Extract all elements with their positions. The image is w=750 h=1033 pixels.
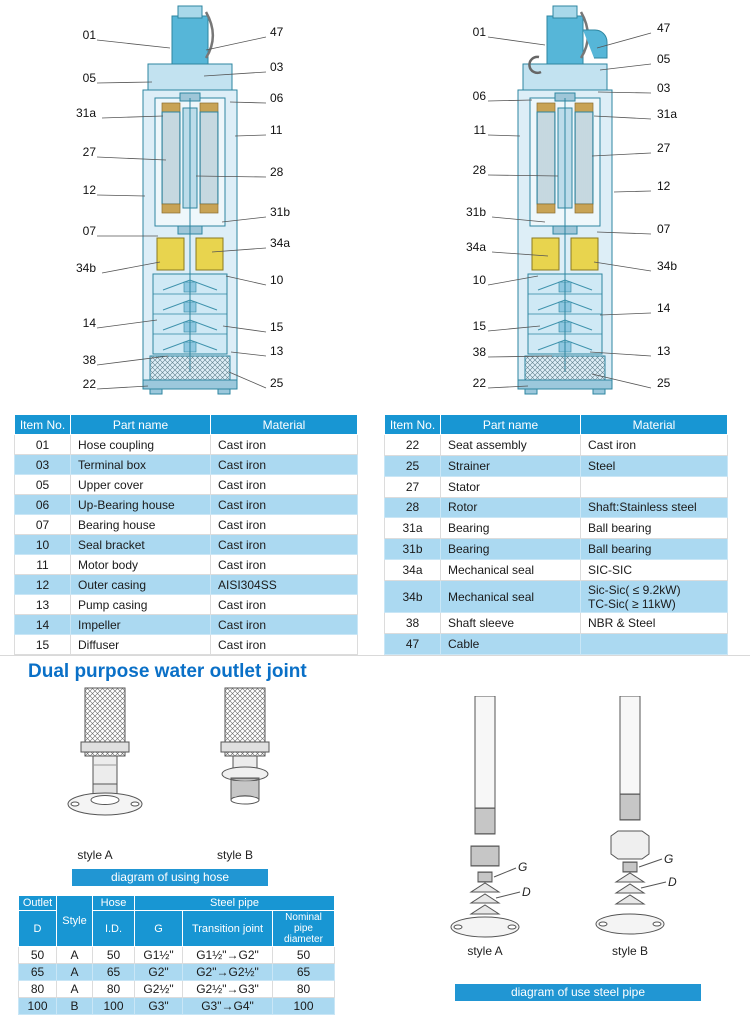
table-row: [19, 981, 335, 998]
cell-transition: G2½"→G3": [183, 981, 273, 998]
cell-item-no: 06: [15, 495, 71, 515]
cell-style: A: [57, 947, 93, 964]
steel-caption-bar: diagram of use steel pipe: [455, 984, 701, 1001]
callout-label: 25: [270, 376, 284, 390]
d-dimension-label: D: [522, 885, 531, 899]
pump-cross-section-drawing: [0, 0, 750, 408]
header-hose: Hose: [93, 896, 135, 911]
table-row: [19, 947, 335, 964]
cell-id: 50: [93, 947, 135, 964]
table-row: [15, 555, 358, 575]
cell-material: SIC-SIC: [581, 560, 728, 581]
header-nominal-pipe-diameter: Nominal pipe diameter: [273, 911, 335, 947]
cell-transition: G1½"→G2": [183, 947, 273, 964]
cell-part-name: Cable: [441, 634, 581, 655]
cell-part-name: Impeller: [71, 615, 211, 635]
cell-part-name: Upper cover: [71, 475, 211, 495]
callout-label: 01: [472, 25, 486, 39]
callout-label: 28: [472, 163, 486, 177]
cell-material: NBR & Steel: [581, 613, 728, 634]
callout-label: 07: [82, 224, 96, 238]
steel-pipe-joint-diagrams: [430, 696, 740, 946]
cell-nominal: 80: [273, 981, 335, 998]
table-row: [15, 495, 358, 515]
cell-material: Ball bearing: [581, 518, 728, 539]
table-row: [19, 964, 335, 981]
cell-item-no: 01: [15, 435, 71, 455]
cell-id: 100: [93, 998, 135, 1015]
header-g: G: [135, 911, 183, 947]
table-row: [15, 455, 358, 475]
column-header-item-no: Item No.: [15, 415, 71, 435]
cell-part-name: Mechanical seal: [441, 580, 581, 612]
cell-style: B: [57, 998, 93, 1015]
cell-g: G2": [135, 964, 183, 981]
table-row: [15, 435, 358, 455]
cell-item-no: 07: [15, 515, 71, 535]
style-a-label: style A: [77, 848, 113, 862]
table-row: [385, 560, 728, 581]
cell-item-no: 34b: [385, 580, 441, 612]
cell-material: Cast iron: [211, 435, 358, 455]
callout-label: 12: [657, 179, 671, 193]
table-header-row: [15, 415, 358, 435]
cell-part-name: Strainer: [441, 455, 581, 476]
cell-material: Cast iron: [581, 435, 728, 456]
table-row: [385, 476, 728, 497]
pump-diagrams-section: [0, 0, 750, 408]
callout-label: 07: [657, 222, 671, 236]
style-b-label: style B: [611, 944, 648, 958]
cell-part-name: Outer casing: [71, 575, 211, 595]
cell-style: A: [57, 964, 93, 981]
header-id: I.D.: [93, 911, 135, 947]
callout-label: 38: [82, 353, 96, 367]
callout-label: 34b: [657, 259, 678, 273]
cell-nominal: 100: [273, 998, 335, 1015]
cell-part-name: Terminal box: [71, 455, 211, 475]
g-dimension-label: G: [518, 860, 528, 874]
cell-item-no: 14: [15, 615, 71, 635]
header-outlet: Outlet: [19, 896, 57, 911]
cell-d: 50: [19, 947, 57, 964]
callout-label: 31a: [75, 106, 96, 120]
column-header-part-name: Part name: [71, 415, 211, 435]
cell-item-no: 31a: [385, 518, 441, 539]
header-d: D: [19, 911, 57, 947]
cell-g: G1½": [135, 947, 183, 964]
cell-id: 65: [93, 964, 135, 981]
callout-label: 11: [473, 123, 486, 137]
callout-label: 34b: [75, 261, 96, 275]
column-header-item-no: Item No.: [385, 415, 441, 435]
cell-part-name: Bearing: [441, 518, 581, 539]
callout-label: 03: [270, 60, 284, 74]
callout-label: 14: [657, 301, 671, 315]
table-row: [15, 635, 358, 655]
callout-label: 31a: [657, 107, 678, 121]
parts-table-left: [14, 414, 358, 655]
callout-label: 47: [270, 25, 284, 39]
parts-tables-section: [0, 408, 750, 655]
callout-label: 01: [82, 28, 96, 42]
cell-material: Ball bearing: [581, 539, 728, 560]
table-row: [15, 615, 358, 635]
column-header-material: Material: [581, 415, 728, 435]
cell-part-name: Seat assembly: [441, 435, 581, 456]
table-row: [385, 634, 728, 655]
cell-item-no: 10: [15, 535, 71, 555]
table-row: [385, 580, 728, 612]
cell-nominal: 50: [273, 947, 335, 964]
callout-label: 06: [472, 89, 486, 103]
cell-material: [581, 634, 728, 655]
material-line-1: Sic-Sic( ≤ 9.2kW): [588, 582, 681, 597]
table-row: [385, 613, 728, 634]
table-row: [385, 539, 728, 560]
callout-label: 28: [270, 165, 284, 179]
table-header-row: [19, 896, 335, 911]
cell-item-no: 38: [385, 613, 441, 634]
header-style: Style: [57, 896, 93, 947]
cell-nominal: 65: [273, 964, 335, 981]
outlet-spec-table: [18, 895, 335, 1015]
cell-item-no: 34a: [385, 560, 441, 581]
table-row: [15, 575, 358, 595]
table-row: [385, 435, 728, 456]
cell-style: A: [57, 981, 93, 998]
cell-part-name: Mechanical seal: [441, 560, 581, 581]
cell-item-no: 28: [385, 497, 441, 518]
callout-label: 34a: [270, 236, 291, 250]
cell-d: 80: [19, 981, 57, 998]
parts-table-right: [384, 414, 728, 655]
cell-item-no: 25: [385, 455, 441, 476]
column-header-material: Material: [211, 415, 358, 435]
callout-label: 10: [472, 273, 486, 287]
cell-material: Cast iron: [211, 555, 358, 575]
cell-material: Cast iron: [211, 495, 358, 515]
table-row: [15, 535, 358, 555]
callout-label: 38: [472, 345, 486, 359]
cell-item-no: 13: [15, 595, 71, 615]
cell-item-no: 15: [15, 635, 71, 655]
style-b-label: style B: [216, 848, 253, 862]
column-header-part-name: Part name: [441, 415, 581, 435]
header-transition-joint: Transition joint: [183, 911, 273, 947]
cell-part-name: Pump casing: [71, 595, 211, 615]
callout-label: 27: [82, 145, 96, 159]
callout-label: 25: [657, 376, 671, 390]
outlet-joint-section: [0, 655, 750, 1024]
cell-material: Cast iron: [211, 515, 358, 535]
callout-label: 27: [657, 141, 671, 155]
cell-part-name: Motor body: [71, 555, 211, 575]
cell-item-no: 11: [15, 555, 71, 575]
callout-label: 15: [270, 320, 284, 334]
table-row: [385, 497, 728, 518]
g-dimension-label: G: [664, 852, 674, 866]
hose-caption-bar: diagram of using hose: [72, 869, 268, 886]
cell-material: Cast iron: [211, 535, 358, 555]
table-row: [15, 595, 358, 615]
cell-part-name: Hose coupling: [71, 435, 211, 455]
cell-part-name: Seal bracket: [71, 535, 211, 555]
cell-part-name: Rotor: [441, 497, 581, 518]
callout-label: 22: [472, 376, 486, 390]
cell-transition: G3"→G4": [183, 998, 273, 1015]
cell-g: G3": [135, 998, 183, 1015]
callout-label: 13: [657, 344, 671, 358]
cell-part-name: Shaft sleeve: [441, 613, 581, 634]
cell-material: [581, 476, 728, 497]
cell-item-no: 05: [15, 475, 71, 495]
table-row: [385, 518, 728, 539]
style-a-label: style A: [467, 944, 503, 958]
callout-label: 34a: [465, 240, 486, 254]
header-steel-pipe: Steel pipe: [135, 896, 335, 911]
cell-part-name: Stator: [441, 476, 581, 497]
cell-material: Cast iron: [211, 475, 358, 495]
cell-transition: G2"→G2½": [183, 964, 273, 981]
cell-item-no: 47: [385, 634, 441, 655]
cell-item-no: 22: [385, 435, 441, 456]
d-dimension-label: D: [668, 875, 677, 889]
cell-material: AISI304SS: [211, 575, 358, 595]
cell-part-name: Bearing house: [71, 515, 211, 535]
cell-d: 100: [19, 998, 57, 1015]
cell-part-name: Bearing: [441, 539, 581, 560]
table-row: [15, 515, 358, 535]
callout-label: 10: [270, 273, 284, 287]
callout-label: 13: [270, 344, 284, 358]
cell-g: G2½": [135, 981, 183, 998]
callout-label: 15: [472, 319, 486, 333]
cell-material: Steel: [581, 455, 728, 476]
callout-label: 14: [82, 316, 96, 330]
callout-label: 05: [82, 71, 96, 85]
callout-label: 31b: [270, 205, 291, 219]
table-row: [385, 455, 728, 476]
callout-label: 06: [270, 91, 284, 105]
callout-label: 03: [657, 81, 671, 95]
table-header-row: [385, 415, 728, 435]
cell-item-no: 27: [385, 476, 441, 497]
callout-label: 22: [82, 377, 96, 391]
cell-part-name: Diffuser: [71, 635, 211, 655]
cell-item-no: 31b: [385, 539, 441, 560]
callout-label: 05: [657, 52, 671, 66]
cell-item-no: 03: [15, 455, 71, 475]
cell-material: Cast iron: [211, 635, 358, 655]
cell-item-no: 12: [15, 575, 71, 595]
callout-label: 31b: [465, 205, 486, 219]
cell-material: [581, 580, 728, 612]
cell-d: 65: [19, 964, 57, 981]
cell-material: Cast iron: [211, 615, 358, 635]
cell-material: Cast iron: [211, 455, 358, 475]
callout-label: 47: [657, 21, 671, 35]
cell-id: 80: [93, 981, 135, 998]
section-title: Dual purpose water outlet joint: [28, 661, 307, 682]
cell-material: Shaft:Stainless steel: [581, 497, 728, 518]
table-row: [15, 475, 358, 495]
material-line-2: TC-Sic( ≥ 11kW): [588, 596, 676, 611]
callout-label: 11: [270, 123, 283, 137]
table-row: [19, 998, 335, 1015]
cell-material: Cast iron: [211, 595, 358, 615]
hose-joint-diagrams: [10, 686, 350, 856]
cell-part-name: Up-Bearing house: [71, 495, 211, 515]
callout-label: 12: [82, 183, 96, 197]
